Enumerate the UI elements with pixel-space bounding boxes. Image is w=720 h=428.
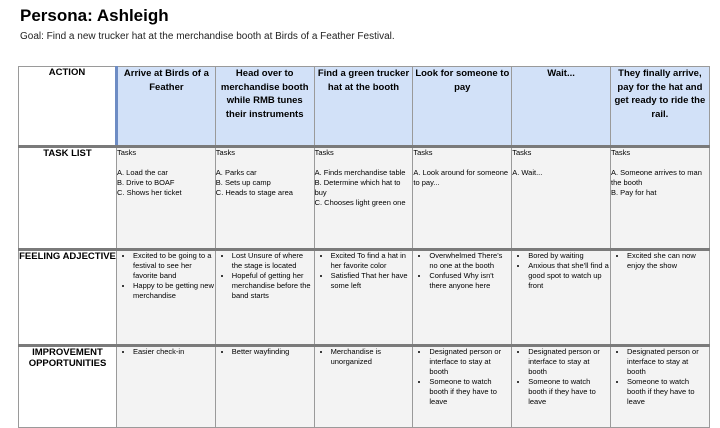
task-item: B. Pay for hat: [610, 188, 657, 197]
feeling-row: [19, 250, 710, 346]
task-cell: [215, 147, 314, 250]
task-item: A. Load the car: [117, 168, 168, 177]
improvement-item: • Someone to watch booth if they have to leave: [627, 377, 709, 407]
improvement-cell: [512, 346, 611, 428]
stage-header: Head over to merchandise booth while RMB tunes their instruments: [215, 67, 314, 147]
feeling-item: • Hopeful of getting her merchandise before the band starts: [232, 271, 314, 301]
task-item: A. Wait...: [512, 168, 543, 177]
feeling-item: • Anxious that she'll find a good spot to watch up front: [528, 261, 610, 291]
task-item: C. Shows her ticket: [117, 188, 182, 197]
improvement-cell: [314, 346, 413, 428]
stage-header: Find a green trucker hat at the booth: [314, 67, 413, 147]
feeling-list: [611, 251, 709, 271]
task-item: A. Parks car: [215, 168, 257, 177]
improvement-list: [413, 347, 511, 407]
feeling-cell: [610, 250, 709, 346]
improvement-cell: [413, 346, 512, 428]
feeling-item: • Happy to be getting new merchandise: [133, 281, 215, 301]
stage-header: Look for someone to pay: [413, 67, 512, 147]
feeling-cell: [512, 250, 611, 346]
row-label-feeling: FEELING ADJECTIVE: [19, 250, 117, 346]
feeling-list: [413, 251, 511, 291]
stage-header: Wait...: [512, 67, 611, 147]
feeling-item: • Excited she can now enjoy the show: [627, 251, 709, 271]
task-item: A. Look around for someone to pay...: [413, 168, 509, 187]
improvement-item: • Better wayfinding: [232, 347, 314, 357]
feeling-list: [216, 251, 314, 301]
feeling-cell: [314, 250, 413, 346]
improvement-cell: [117, 346, 216, 428]
task-item: C. Chooses light green one: [314, 198, 406, 207]
tasks-heading: Tasks: [610, 148, 631, 157]
feeling-list: [117, 251, 215, 301]
stage-header: They finally arrive, pay for the hat and get ready to ride the rail.: [610, 67, 709, 147]
improvement-list: [117, 347, 215, 357]
improvement-item: • Someone to watch booth if they have to leave: [429, 377, 511, 407]
tasks-heading: Tasks: [314, 148, 334, 157]
task-item: B. Determine which hat to buy: [314, 178, 401, 197]
feeling-list: [512, 251, 610, 291]
feeling-list: [315, 251, 413, 291]
tasks-heading: Tasks: [512, 148, 532, 157]
feeling-item: • Overwhelmed There's no one at the booth: [429, 251, 511, 271]
improvement-list: [315, 347, 413, 367]
task-cell: [117, 147, 216, 250]
improvement-list: [216, 347, 314, 357]
task-cell: [512, 147, 611, 250]
row-label-improvement: IMPROVEMENT OPPORTUNITIES: [19, 346, 117, 428]
improvement-list: [611, 347, 709, 407]
feeling-item: • Excited To find a hat in her favorite color: [331, 251, 413, 271]
improvement-cell: [215, 346, 314, 428]
improvement-cell: [610, 346, 709, 428]
goal-statement: Goal: Find a new trucker hat at the merchandise booth at Birds of a Feather Festival.: [20, 31, 395, 42]
task-list-row: [19, 147, 710, 250]
improvement-item: • Easier check-in: [133, 347, 215, 357]
task-item: B. Sets up camp: [215, 178, 271, 187]
row-label-task-list: TASK LIST: [19, 147, 117, 250]
feeling-item: • Bored by waiting: [528, 251, 610, 261]
task-cell: [314, 147, 413, 250]
improvement-item: • Someone to watch booth if they have to leave: [528, 377, 610, 407]
feeling-item: • Confused Why isn't there anyone here: [429, 271, 511, 291]
improvement-list: [512, 347, 610, 407]
improvement-item: • Merchandise is unorganized: [331, 347, 413, 367]
improvement-item: • Designated person or interface to stay at booth: [528, 347, 610, 377]
feeling-cell: [117, 250, 216, 346]
improvement-item: • Designated person or interface to stay at booth: [627, 347, 709, 377]
stage-header: Arrive at Birds of a Feather: [117, 67, 216, 147]
feeling-item: • Satisfied That her have some left: [331, 271, 413, 291]
task-item: A. Someone arrives to man the booth: [610, 168, 702, 187]
task-item: B. Drive to BOAF: [117, 178, 175, 187]
row-label-action: ACTION: [19, 67, 117, 147]
task-item: C. Heads to stage area: [215, 188, 293, 197]
task-cell: [413, 147, 512, 250]
feeling-item: • Excited to be going to a festival to see her favorite band: [133, 251, 215, 281]
tasks-heading: Tasks: [117, 148, 137, 157]
tasks-heading: Tasks: [413, 148, 433, 157]
persona-title: Persona: Ashleigh: [20, 6, 169, 25]
improvement-item: • Designated person or interface to stay at booth: [429, 347, 511, 377]
tasks-heading: Tasks: [215, 148, 235, 157]
feeling-cell: [215, 250, 314, 346]
journey-map-table: [18, 66, 710, 428]
task-item: A. Finds merchandise table: [314, 168, 406, 177]
feeling-cell: [413, 250, 512, 346]
task-cell: [610, 147, 709, 250]
improvement-row: [19, 346, 710, 428]
feeling-item: • Lost Unsure of where the stage is located: [232, 251, 314, 271]
action-row: [19, 67, 710, 147]
